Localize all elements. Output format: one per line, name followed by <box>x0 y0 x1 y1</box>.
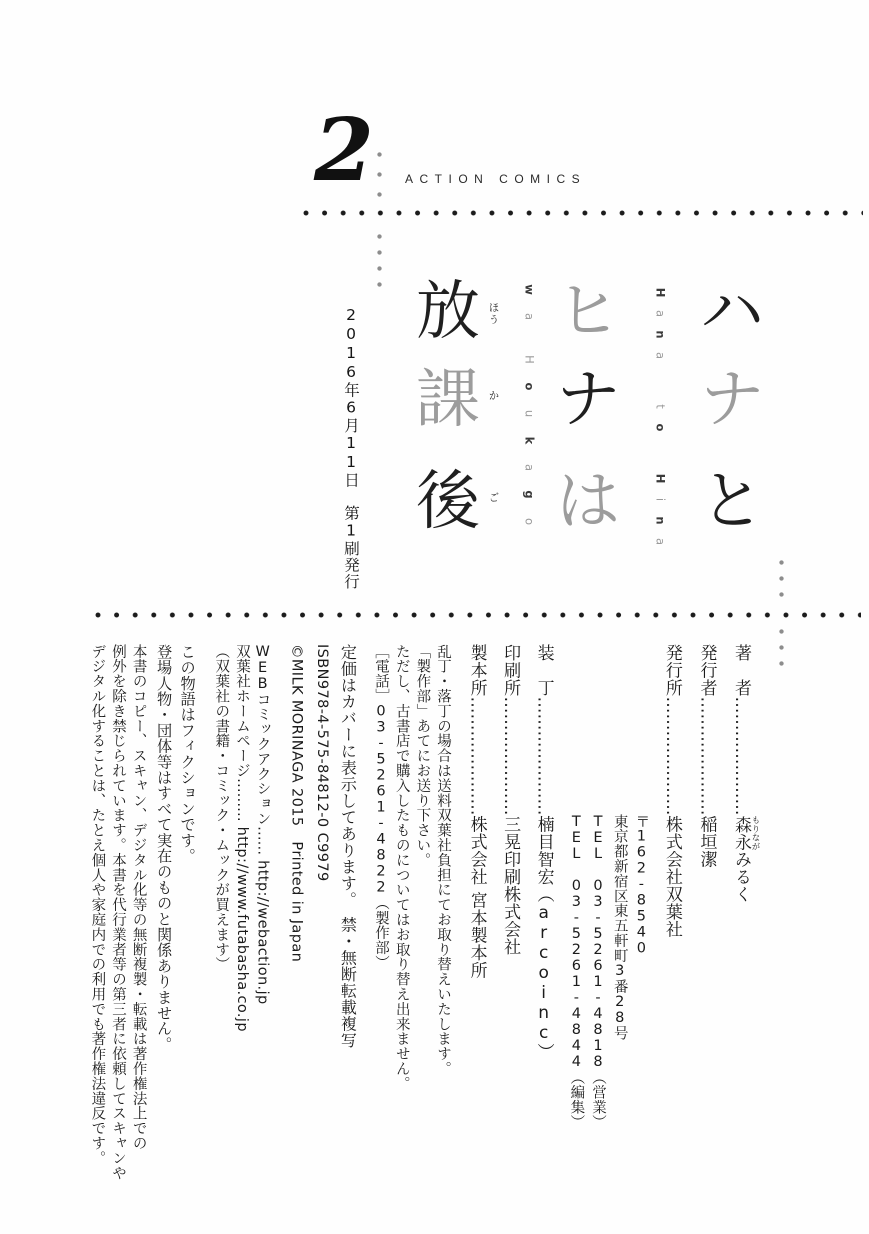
romaji-letter: a <box>522 312 537 321</box>
colophon-text-segment: みるく <box>731 850 751 903</box>
colophon-text-segment: 登場人物・団体等はすべて実在のものと関係ありません。 <box>155 644 174 1053</box>
colophon-column-credit <box>661 644 681 1226</box>
colophon-column-note <box>254 644 271 1226</box>
colophon-text-segment: 双葉社ホームページ <box>233 644 250 779</box>
colophon-text-segment: TEL 03-5261-4844 <box>568 814 585 1070</box>
dotted-divider-colophon <box>95 612 861 618</box>
romaji-letter: u <box>522 409 537 418</box>
dot-leader: ………………… <box>466 696 487 816</box>
colophon-text-segment: 発行所 <box>661 644 682 697</box>
furigana: か <box>487 390 500 402</box>
colophon-text-segment: （編集） <box>568 1070 585 1130</box>
romaji-letter: k <box>522 436 537 445</box>
dotted-accent-top-lower <box>377 234 382 294</box>
colophon-block <box>88 644 760 1226</box>
romaji-wahoukago <box>514 276 537 551</box>
colophon-text-segment: 株式会社 宮本製本所 <box>466 815 487 979</box>
colophon-column-credit <box>500 644 520 1226</box>
romaji-group <box>648 282 668 366</box>
title-char: 後 ご <box>416 465 500 539</box>
colophon-text-segment: 乱丁・落丁の場合は送料双葉社負担にてお取り替えいたします。 <box>435 644 452 1077</box>
colophon-text-segment: http://www.futabasha.co.jp <box>233 821 250 1032</box>
colophon-column-latin <box>313 644 330 1226</box>
colophon-text-segment: 「製作部」あてにお送り下さい。 <box>414 644 431 868</box>
colophon-column-note <box>109 644 126 1226</box>
colophon-text-segment: 03-5261-4822 <box>373 703 390 896</box>
colophon-text-segment: この物語はフィクションです。 <box>178 644 197 864</box>
title-char: 課 か <box>416 363 500 437</box>
colophon-column-credit <box>696 644 716 1226</box>
romaji-letter: H <box>522 355 537 364</box>
title-char: と <box>700 465 764 539</box>
romaji-letter: w <box>522 284 537 295</box>
colophon-text-segment: 三晃印刷株式会社 <box>500 815 521 956</box>
colophon-column-note <box>89 644 106 1226</box>
furigana: ほう <box>487 302 500 326</box>
colophon-text-segment: 著 者 <box>731 644 751 697</box>
romaji-letter: o <box>522 382 537 391</box>
romaji-letter: o <box>653 423 668 432</box>
colophon-text-segment: 発行者 <box>696 644 717 697</box>
title-char: ナ <box>556 363 620 437</box>
colophon-column-note <box>393 644 410 1226</box>
colophon-text-segment: 楠目智宏（ <box>533 815 554 903</box>
colophon-text-segment: 〒162-8540 <box>633 814 650 957</box>
romaji-letter: a <box>653 351 668 360</box>
furigana: ご <box>487 492 500 504</box>
colophon-text-segment: ただし、古書店で購入したものについてはお取り替え出来ません。 <box>393 644 410 1091</box>
romaji-letter: n <box>653 516 668 525</box>
colophon-text-segment: TEL 03-5261-4818 <box>590 814 607 1070</box>
title-char: ナ <box>700 363 764 437</box>
romaji-group <box>648 468 668 552</box>
dot-leader: ……… <box>233 778 250 822</box>
romaji-letter: a <box>653 537 668 546</box>
colophon-text-segment: ） <box>533 1043 554 1061</box>
colophon-text-segment: 装 丁 <box>533 644 554 697</box>
colophon-text-segment: 印刷所 <box>500 644 521 697</box>
title-char: ハ <box>700 275 764 349</box>
dot-leader: ………………… <box>661 696 682 816</box>
colophon-text-segment: 番 <box>611 979 628 994</box>
colophon-text-segment: 株式会社双葉社 <box>661 815 682 938</box>
title-char: 放 ほう <box>416 275 500 349</box>
romaji-letter: H <box>653 473 668 484</box>
colophon-text-segment: （双葉社の書籍・コミック・ムックが買えます） <box>213 644 230 972</box>
colophon-text-segment: 例外を除き禁じられています。本書を代行業者等の第三者に依頼してスキャンや <box>109 644 126 1181</box>
colophon-text-segment: arcoinc <box>533 903 554 1043</box>
colophon-text-segment: （製作部） <box>373 895 390 971</box>
dotted-accent-top-upper <box>377 152 382 208</box>
colophon-column-credit <box>466 644 486 1226</box>
colophon-text-segment: コミックアクション <box>254 692 271 827</box>
colophon-column-note <box>434 644 451 1226</box>
romaji-group <box>514 276 537 330</box>
romaji-letter: H <box>653 287 668 298</box>
romaji-letter: a <box>522 463 537 472</box>
colophon-column-address <box>611 644 628 1226</box>
colophon-text-segment: http://webaction.jp <box>254 855 271 1005</box>
dot-leader: ………………… <box>696 696 717 816</box>
colophon-column-credit <box>730 644 760 1226</box>
colophon-text-segment: 28 <box>611 993 628 1026</box>
dot-leader: …… <box>254 826 271 856</box>
dotted-divider-top <box>303 210 863 216</box>
title-char: は <box>556 465 620 539</box>
dotted-accent-mid-upper <box>779 560 784 606</box>
colophon-column-latin <box>288 644 305 1226</box>
colophon-text-segment: ISBN978-4-575-84812-0 C9979 <box>313 644 330 882</box>
colophon-text-segment: 稲垣潔 <box>696 815 717 868</box>
colophon-text-segment: 東京都新宿区東五軒町 <box>611 814 628 963</box>
colophon-column-note <box>233 644 250 1226</box>
colophon-column-legal <box>155 644 172 1226</box>
colophon-text-segment: ©MILK MORINAGA 2015 Printed in Japan <box>288 644 305 963</box>
dot-leader: ………………… <box>731 696 751 816</box>
colophon-column-note <box>414 644 431 1226</box>
romaji-letter: g <box>522 490 537 499</box>
romaji-letter: o <box>522 517 537 526</box>
colophon-text-segment: 製本所 <box>466 644 487 697</box>
colophon-column-note <box>130 644 147 1226</box>
colophon-column-credit <box>533 644 553 1226</box>
dot-leader: ………………… <box>533 696 554 816</box>
colophon-column-meta <box>338 644 356 1226</box>
dotted-accent-mid-lower <box>779 629 784 675</box>
title-char: ヒ <box>556 275 620 349</box>
colophon-column-address <box>568 644 585 1226</box>
colophon-column-note <box>372 644 389 1226</box>
romaji-hanatohina <box>648 282 668 582</box>
romaji-group <box>648 396 668 438</box>
colophon-text-segment: （営業） <box>590 1070 607 1130</box>
romaji-letter: a <box>653 309 668 318</box>
series-label: ACTION COMICS <box>405 172 587 186</box>
colophon-column-legal <box>178 644 195 1226</box>
volume-number: 2 <box>314 100 374 201</box>
colophon-column-note <box>213 644 230 1226</box>
romaji-letter: t <box>653 404 668 409</box>
colophon-text-segment: 本書のコピー、スキャン、デジタル化等の無断複製・転載は著作権法上での <box>130 644 147 1151</box>
colophon-text-segment: 定価はカバーに表示してあります。 禁・無断転載複写 <box>338 644 358 1049</box>
colophon-text-segment: ［電話］ <box>373 644 390 704</box>
edition-date: 2016年6月11日 第1刷発行 <box>342 306 360 590</box>
colophon-text-segment: 3 <box>611 963 628 979</box>
romaji-group <box>514 346 537 535</box>
colophon-column-address <box>589 644 606 1226</box>
romaji-letter: n <box>653 330 668 339</box>
colophon-column-address <box>633 644 650 1226</box>
romaji-letter: i <box>653 497 668 502</box>
colophon-text-segment: 号 <box>611 1025 628 1041</box>
dot-leader: ………………… <box>500 696 521 816</box>
colophon-text-segment: WEB <box>254 644 271 692</box>
author-name-ruby: 森永 もりなが <box>731 815 760 851</box>
colophon-text-segment: デジタル化することは、たとえ個人や家庭内での利用でも著作権法違反です。 <box>89 644 106 1166</box>
